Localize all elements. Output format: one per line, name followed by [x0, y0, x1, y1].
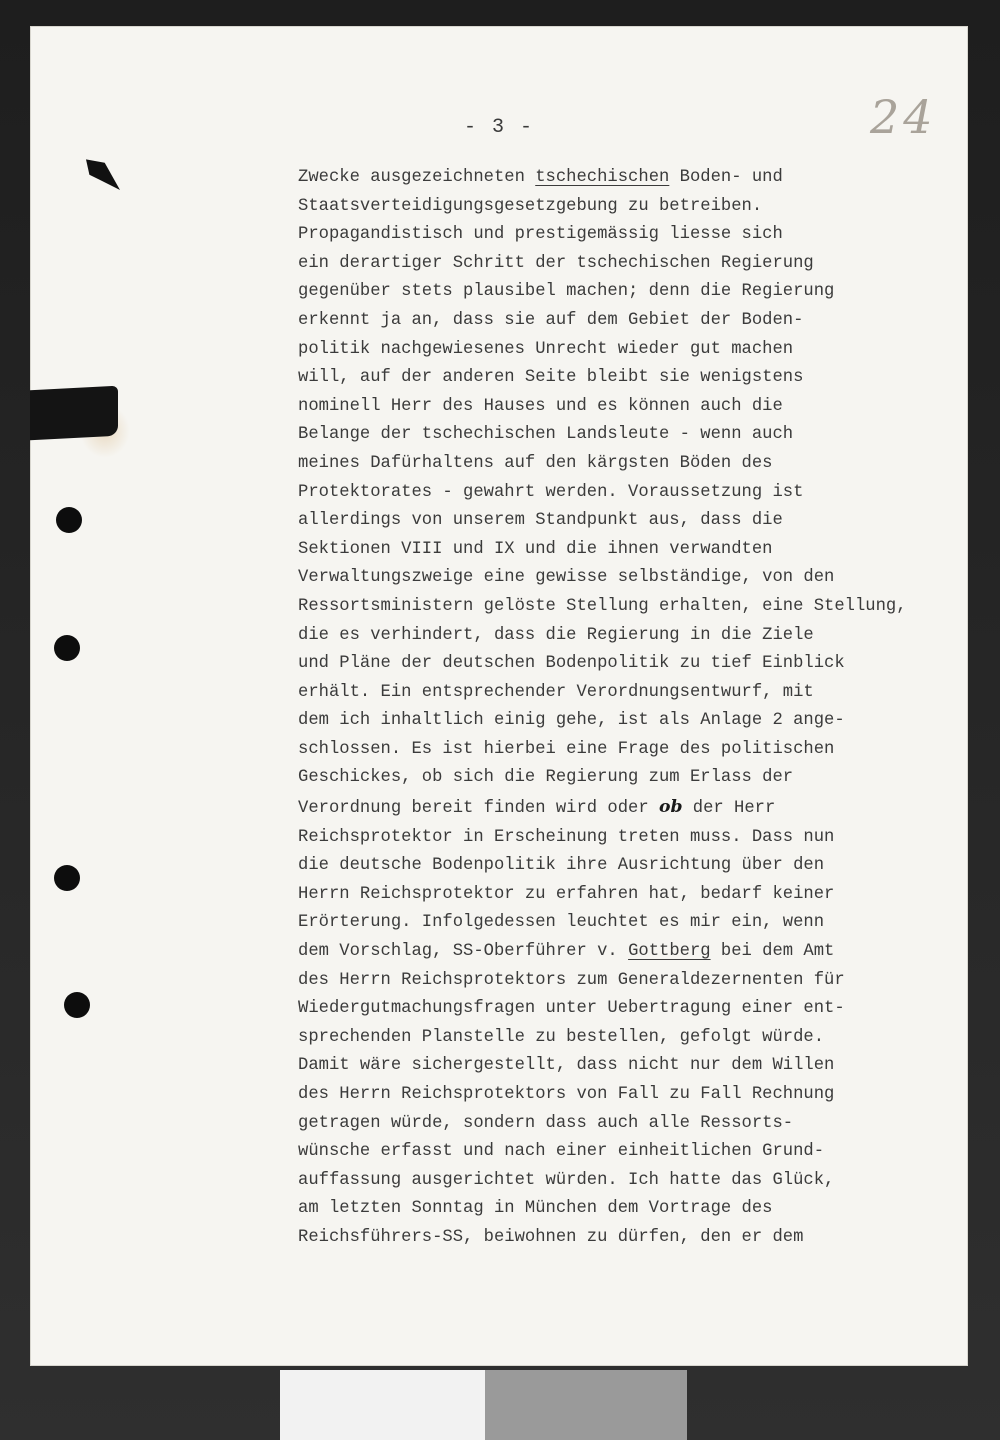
body-text	[298, 164, 978, 1253]
document-page	[30, 26, 968, 1366]
text-line-2: Staatsverteidigungsgesetzgebung zu betreiben.	[298, 196, 763, 216]
text-line-16: Ressortsministern gelöste Stellung erhalten, eine Stellung,	[298, 596, 907, 616]
text-line-7: politik nachgewiesenes Unrecht wieder gut machen	[298, 339, 794, 359]
text-line-19: erhält. Ein entsprechender Verordnungsentwurf, mit	[298, 682, 814, 702]
text-line-37: am letzten Sonntag in München dem Vortrage des	[298, 1199, 773, 1219]
text-line-23: Verordnung bereit finden wird oder ob der Herr	[298, 797, 776, 819]
text-line-30: Wiedergutmachungsfragen unter Uebertragung einer ent-	[298, 999, 845, 1019]
text-line-31: sprechenden Planstelle zu bestellen, gefolgt würde.	[298, 1027, 825, 1047]
calibration-gray-patch	[485, 1370, 687, 1440]
underlined-name: Gottberg	[628, 942, 711, 962]
punch-hole-1	[56, 507, 82, 533]
text-line-28: dem Vorschlag, SS-Oberführer v. Gottberg bei dem Amt	[298, 942, 835, 962]
text-line-3: Propagandistisch und prestigemässig liesse sich	[298, 225, 783, 245]
text-line-11: meines Dafürhaltens auf den kärgsten Böden des	[298, 453, 773, 473]
text-line-32: Damit wäre sichergestellt, dass nicht nur dem Willen	[298, 1056, 835, 1076]
handwritten-correction: ob	[659, 797, 683, 818]
text-line-34: getragen würde, sondern dass auch alle Ressorts-	[298, 1113, 794, 1133]
punch-hole-2	[54, 635, 80, 661]
text-line-12: Protektorates - gewahrt werden. Voraussetzung ist	[298, 482, 804, 502]
text-line-27: Erörterung. Infolgedessen leuchtet es mir ein, wenn	[298, 913, 825, 933]
text-line-1: Zwecke ausgezeichneten tschechischen Boden- und	[298, 168, 783, 187]
text-line-18: und Pläne der deutschen Bodenpolitik zu tief Einblick	[298, 654, 845, 674]
text-line-33: des Herrn Reichsprotektors von Fall zu Fall Rechnung	[298, 1085, 835, 1104]
text-line-13: allerdings von unserem Standpunkt aus, dass die	[298, 511, 783, 531]
punch-hole-3	[54, 865, 80, 891]
text-line-8: will, auf der anderen Seite bleibt sie wenigstens	[298, 368, 804, 388]
text-line-26: Herrn Reichsprotektor zu erfahren hat, bedarf keiner	[298, 884, 835, 904]
text-line-17: die es verhindert, dass die Regierung in die Ziele	[298, 625, 814, 645]
text-line-22: Geschickes, ob sich die Regierung zum Erlass der	[298, 768, 794, 788]
text-line-24: Reichsprotektor in Erscheinung treten muss. Dass nun	[298, 827, 835, 847]
color-calibration-strip	[280, 1370, 687, 1440]
punch-hole-4	[64, 992, 90, 1018]
text-line-36: auffassung ausgerichtet würden. Ich hatte das Glück,	[298, 1170, 835, 1190]
binding-tape	[30, 386, 118, 441]
text-line-5: gegenüber stets plausibel machen; denn die Regierung	[298, 282, 835, 302]
text-line-10: Belange der tschechischen Landsleute - wenn auch	[298, 425, 794, 445]
underlined-word: tschechischen	[535, 168, 670, 187]
text-line-21: schlossen. Es ist hierbei eine Frage des politischen	[298, 739, 835, 759]
calibration-white-patch	[280, 1370, 485, 1440]
text-line-14: Sektionen VIII und IX und die ihnen verwandten	[298, 539, 773, 559]
text-line-9: nominell Herr des Hauses und es können auch die	[298, 396, 783, 416]
text-line-38: Reichsführers-SS, beiwohnen zu dürfen, den er dem	[298, 1227, 804, 1247]
ink-stain-mark	[86, 156, 120, 190]
text-line-29: des Herrn Reichsprotektors zum Generaldezernenten für	[298, 970, 845, 990]
text-line-20: dem ich inhaltlich einig gehe, ist als Anlage 2 ange-	[298, 711, 845, 731]
text-line-15: Verwaltungszweige eine gewisse selbständige, von den	[298, 568, 835, 588]
text-line-6: erkennt ja an, dass sie auf dem Gebiet der Boden-	[298, 310, 804, 330]
text-line-25: die deutsche Bodenpolitik ihre Ausrichtung über den	[298, 856, 825, 876]
folio-number: 24	[870, 90, 937, 144]
text-line-35: wünsche erfasst und nach einer einheitlichen Grund-	[298, 1142, 825, 1162]
text-line-4: ein derartiger Schritt der tschechischen Regierung	[298, 253, 814, 273]
page-number: - 3 -	[463, 116, 534, 139]
